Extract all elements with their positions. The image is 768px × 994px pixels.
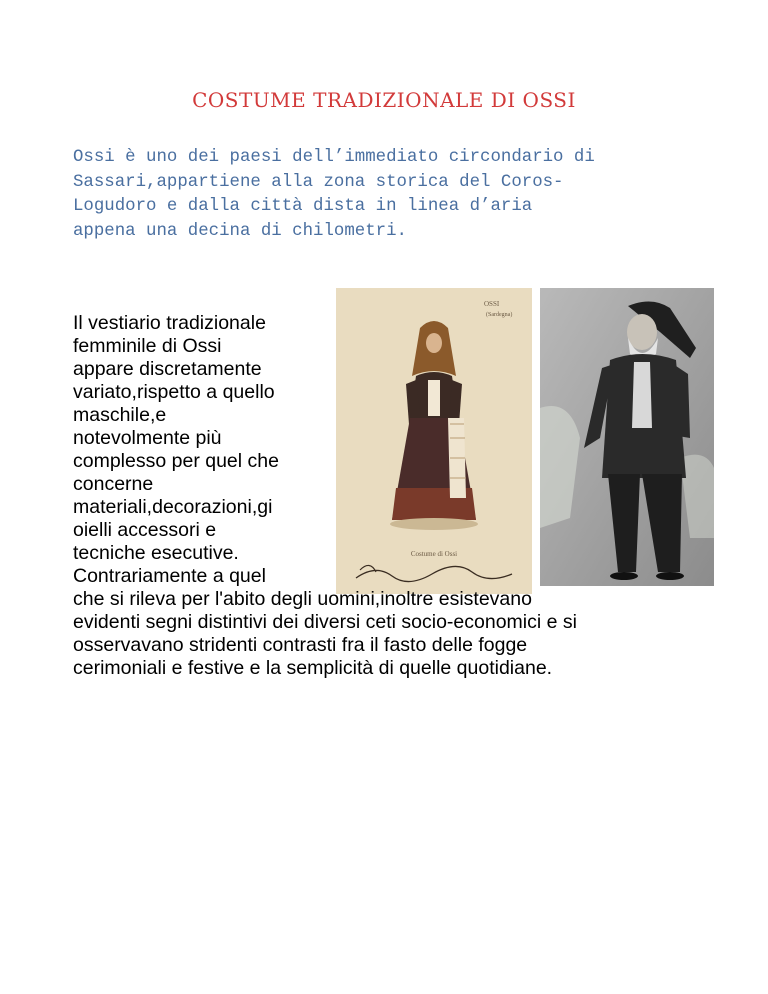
- body-line: che si rileva per l'abito degli uomini,inoltre esistevano: [73, 588, 532, 610]
- body-line: femminile di Ossi: [73, 335, 222, 357]
- body-line: materiali,decorazioni,gi: [73, 496, 273, 518]
- body-line: cerimoniali e festive e la semplicità di quelle quotidiane.: [73, 657, 553, 679]
- intro-paragraph: [73, 146, 713, 244]
- body-line: notevolmente più: [73, 427, 222, 449]
- body-line: appare discretamente: [73, 358, 262, 380]
- postcard-region: (Sardegna): [486, 312, 513, 318]
- intro-line: Sassari,appartiene alla zona storica del Coros-: [73, 172, 564, 192]
- intro-line: appena una decina di chilometri.: [73, 221, 407, 241]
- body-line: Contrariamente a quel: [73, 565, 266, 587]
- body-paragraph: [73, 312, 673, 680]
- body-line: variato,rispetto a quello: [73, 381, 275, 403]
- body-line: complesso per quel che: [73, 450, 279, 472]
- body-line: maschile,e: [73, 404, 167, 426]
- body-line: Il vestiario tradizionale: [73, 312, 266, 334]
- intro-line: Ossi è uno dei paesi dell’immediato circondario di: [73, 148, 595, 167]
- body-line: concerne: [73, 473, 154, 495]
- body-line: evidenti segni distintivi dei diversi ceti socio-economici e si: [73, 611, 577, 633]
- intro-line: Logudoro e dalla città dista in linea d’aria: [73, 197, 533, 216]
- body-line: tecniche esecutive.: [73, 542, 239, 564]
- body-line: oielli accessori e: [73, 519, 217, 541]
- body-line: osservavano stridenti contrasti fra il fasto delle fogge: [73, 634, 528, 656]
- postcard-place: OSSI: [484, 300, 500, 308]
- postcard-caption: Costume di Ossi: [410, 550, 458, 558]
- document-title: COSTUME TRADIZIONALE DI OSSI: [192, 88, 576, 112]
